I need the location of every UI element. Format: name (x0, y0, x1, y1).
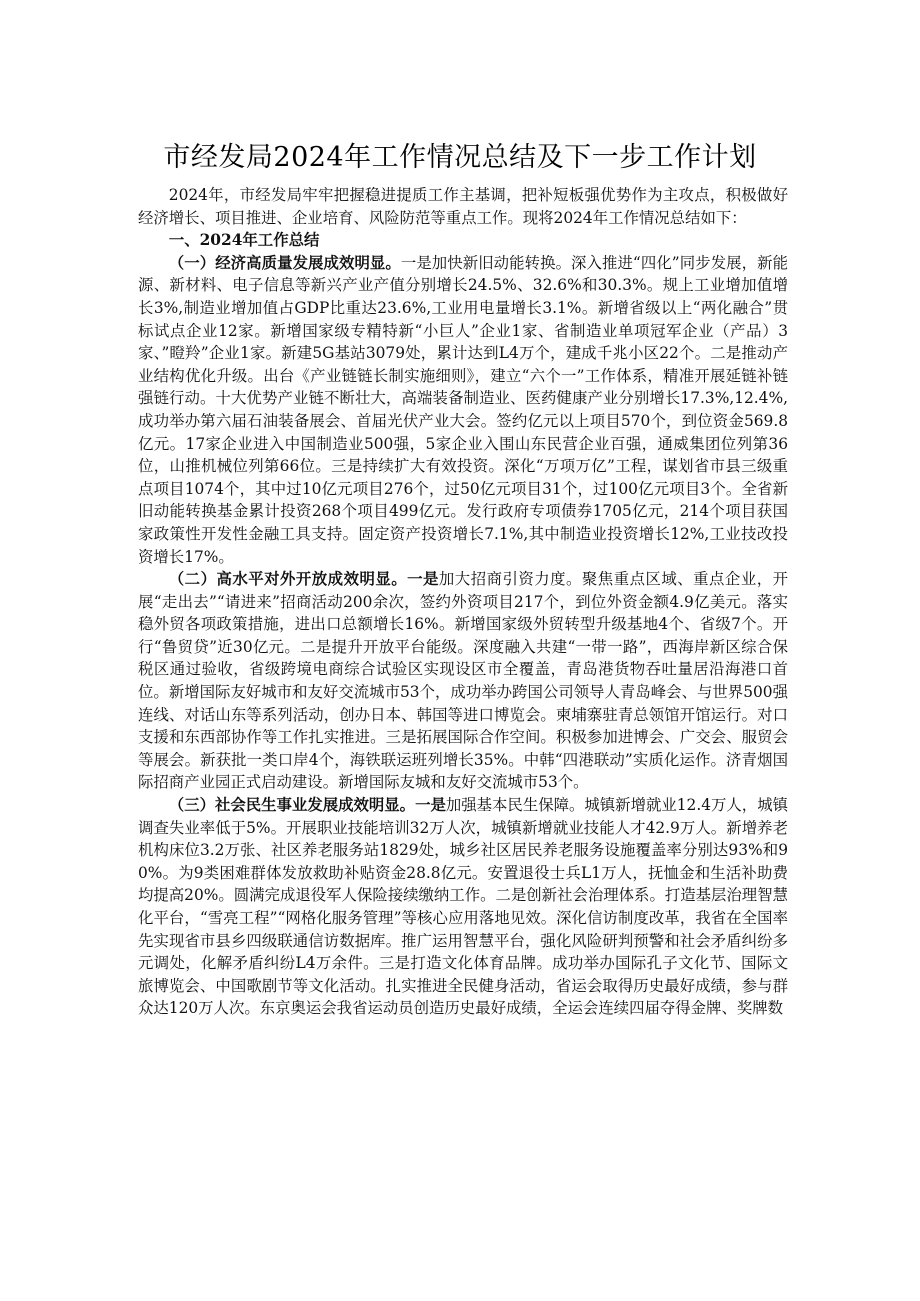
intro-paragraph: 2024年，市经发局牢牢把握稳进提质工作主基调，把补短板强优势作为主攻点，积极做好经济增长、项目推进、企业培育、风险防范等重点工作。现将2024年工作情况总结如下： (138, 186, 788, 227)
paragraph-opening-up (138, 568, 788, 794)
paragraph-lead: （二）高水平对外开放成效明显。一是 (168, 570, 439, 589)
paragraph-livelihood (138, 794, 788, 1020)
paragraph-text: 加强基本民生保障。城镇新增就业12.4万人，城镇调查失业率低于5%。开展职业技能培训32万人次，城镇新增就业技能人才42.9万人。新增养老机构床位3.2万张、社区养老服务站1829处，城乡社区居民养老服务设施覆盖率分别达93%和90%。为9类困难群体发放救助补贴资金28.8亿元。安置退役士兵L1万人，抚恤金和生活补助费均提高20%。圆满完成退役军人保险接续缴纳工作。二是创新社会治理体系。打造基层治理智慧化平台，“雪亮工程”“网格化服务管理”等核心应用落地见效。深化信访制度改革，我省在全国率先实现省市县乡四级联通信访数据库。推广运用智慧平台，强化风险研判预警和社会矛盾纠纷多元调处，化解矛盾纠纷L4万余件。三是打造文化体育品牌。成功举办国际孔子文化节、国际文旅博览会、中国歌剧节等文化活动。扎实推进全民健身活动，省运会取得历史最好成绩，参与群众达120万人次。东京奥运会我省运动员创造历史最好成绩，全运会连续四届夺得金牌、奖牌数 (138, 796, 788, 1018)
paragraph-text: 一是加快新旧动能转换。深入推进“四化”同步发展，新能源、新材料、电子信息等新兴产业产值分别增长24.5%、32.6%和30.3%。规上工业增加值增长3%,制造业增加值占GDP比重达23.6%,工业用电量增长3.1%。新增省级以上“两化融合”贯标试点企业12家。新增国家级专精特新“小巨人”企业1家、省制造业单项冠军企业（产品）3家、”瞪羚”企业1家。新建5G基站3079处，累计达到L4万个，建成千兆小区22个。二是推动产业结构优化升级。出台《产业链链长制实施细则》，建立“六个一”工作体系，精准开展延链补链强链行动。十大优势产业链不断壮大，高端装备制造业、医药健康产业分别增长17.3%,12.4%,成功举办第六届石油装备展会、首届光伏产业大会。签约亿元以上项目570个，到位资金569.8亿元。17家企业进入中国制造业500强，5家企业入围山东民营企业百强，通威集团位列第36位，山推机械位列第66位。三是持续扩大有效投资。深化“万项万亿”工程，谋划省市县三级重点项目1074个，其中过10亿元项目276个，过50亿元项目31个，过100亿元项目3个。全省新旧动能转换基金累计投资268个项目499亿元。发行政府专项债券1705亿元，214个项目获国家政策性开发性金融工具支持。固定资产投资增长7.1%,其中制造业投资增长12%,工业技改投资增长17%。 (138, 253, 788, 566)
section-heading: 一、2024年工作总结 (168, 231, 320, 250)
page-title: 市经发局2024年工作情况总结及下一步工作计划 (163, 142, 757, 173)
document-body (138, 184, 788, 1020)
paragraph-text: 加大招商引资力度。聚焦重点区域、重点企业，开展“走出去”“请进来”招商活动200余次，签约外资项目217个，到位外资金额4.9亿美元。落实稳外贸各项政策措施，进出口总额增长16%。新增国家级外贸转型升级基地4个、省级7个。开行“鲁贸贷”近30亿元。二是提升开放平台能级。深度融入共建“一带一路”，西海岸新区综合保税区通过验收，省级跨境电商综合试验区实现设区市全覆盖，青岛港货物吞吐量居沿海港口首位。新增国际友好城市和友好交流城市53个，成功举办跨国公司领导人青岛峰会、与世界500强连线、对话山东等系列活动，创办日本、韩国等进口博览会。柬埔寨驻青总领馆开馆运行。对口支援和东西部协作等工作扎实推进。三是拓展国际合作空间。积极参加进博会、广交会、服贸会等展会。新获批一类口岸4个，海铁联运班列增长35%。中韩“四港联动”实质化运作。济青烟国际招商产业园正式启动建设。新增国际友城和友好交流城市53个。 (138, 570, 788, 792)
paragraph-lead: （三）社会民生事业发展成效明显。一是 (168, 796, 446, 815)
paragraph-economy (138, 252, 788, 568)
paragraph-lead: （一）经济高质量发展成效明显。 (168, 253, 401, 272)
